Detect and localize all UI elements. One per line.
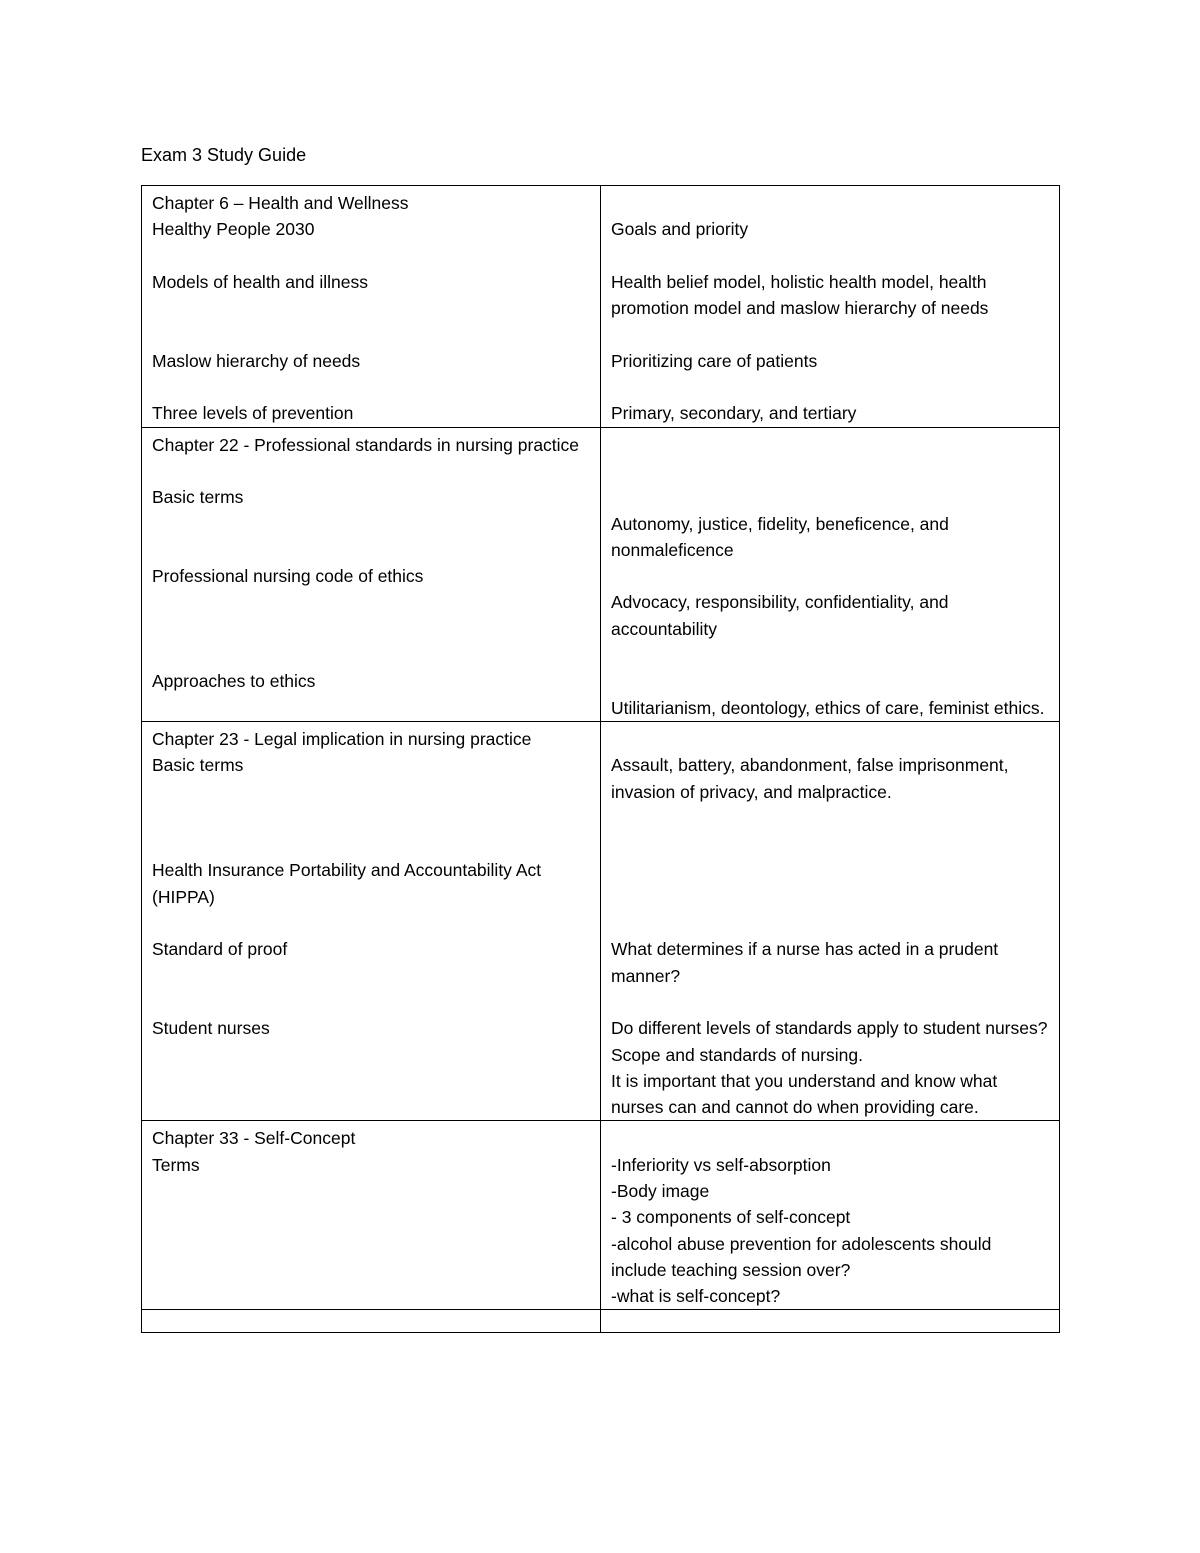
- detail-cell: [601, 1310, 1060, 1333]
- detail-line: -Inferiority vs self-absorption: [611, 1154, 831, 1175]
- detail-line: Utilitarianism, deontology, ethics of care, feminist ethics.: [611, 697, 1045, 718]
- topic-line: Models of health and illness: [152, 271, 368, 292]
- topic-line: [152, 989, 590, 1015]
- detail-line: [611, 642, 1049, 668]
- topic-line: Approaches to ethics: [152, 671, 316, 692]
- topic-line: [152, 779, 590, 805]
- table-row: [142, 721, 1060, 1120]
- topic-line: Healthy People 2030: [152, 219, 315, 240]
- topic-line: [152, 805, 590, 831]
- topic-line: Maslow hierarchy of needs: [152, 350, 361, 371]
- study-guide-table: [141, 185, 1060, 1333]
- topic-line: Three levels of prevention: [152, 403, 354, 424]
- topic-line: Student nurses: [152, 1018, 270, 1039]
- detail-line: [611, 668, 1049, 694]
- detail-line: [611, 432, 1049, 458]
- topic-line: Chapter 23 - Legal implication in nursing practice: [152, 728, 532, 749]
- topic-line: [152, 642, 590, 668]
- topic-line: [152, 295, 590, 321]
- study-guide-body: [142, 186, 1060, 1333]
- detail-line: Health belief model, holistic health model, health promotion model and maslow hierarchy of needs: [611, 271, 989, 319]
- detail-line: [611, 910, 1049, 936]
- topic-line: [152, 511, 590, 537]
- topic-line: Chapter 22 - Professional standards in nursing practice: [152, 434, 580, 455]
- detail-cell: [601, 186, 1060, 428]
- detail-line: Goals and priority: [611, 219, 749, 240]
- detail-line: [611, 563, 1049, 589]
- topic-cell: [142, 427, 601, 721]
- detail-line: [611, 857, 1049, 883]
- detail-line: [611, 726, 1049, 752]
- detail-line: Advocacy, responsibility, confidentiality, and accountability: [611, 592, 949, 639]
- detail-cell: [601, 427, 1060, 721]
- document-title: Exam 3 Study Guide: [141, 145, 307, 165]
- topic-cell: [142, 721, 601, 1120]
- detail-line: [611, 989, 1049, 1015]
- detail-cell: [601, 721, 1060, 1120]
- table-row: [142, 1121, 1060, 1310]
- table-row: [142, 186, 1060, 428]
- table-row: [142, 427, 1060, 721]
- topic-line: [152, 458, 590, 484]
- detail-line: [611, 831, 1049, 857]
- detail-cell: [601, 1121, 1060, 1310]
- detail-line: [611, 884, 1049, 910]
- topic-line: [152, 243, 590, 269]
- detail-line: Primary, secondary, and tertiary: [611, 403, 857, 424]
- detail-line: Prioritizing care of patients: [611, 350, 818, 371]
- topic-line: Terms: [152, 1154, 200, 1175]
- detail-line: [611, 374, 1049, 400]
- topic-line: [152, 537, 590, 563]
- topic-line: Standard of proof: [152, 939, 288, 960]
- detail-line: [611, 243, 1049, 269]
- topic-line: Health Insurance Portability and Accountability Act (HIPPA): [152, 860, 542, 907]
- detail-line: Autonomy, justice, fidelity, beneficence, and nonmaleficence: [611, 513, 949, 560]
- detail-line: It is important that you understand and know what nurses can and cannot do when providing care.: [611, 1070, 998, 1118]
- detail-line: - 3 components of self-concept: [611, 1207, 851, 1228]
- topic-line: [152, 963, 590, 989]
- topic-line: Chapter 6 – Health and Wellness: [152, 193, 409, 213]
- detail-line: -alcohol abuse prevention for adolescents should include teaching session over?: [611, 1233, 992, 1280]
- topic-line: [152, 910, 590, 936]
- table-row: [142, 1310, 1060, 1333]
- topic-cell: [142, 1121, 601, 1310]
- topic-line: [152, 374, 590, 400]
- detail-line: -what is self-concept?: [611, 1286, 781, 1307]
- detail-line: -Body image: [611, 1180, 710, 1201]
- detail-line: [611, 458, 1049, 484]
- detail-line: Scope and standards of nursing.: [611, 1044, 863, 1065]
- topic-line: [152, 831, 590, 857]
- topic-line: [152, 589, 590, 615]
- topic-cell: [142, 1310, 601, 1333]
- detail-line: [611, 190, 1049, 216]
- detail-line: [611, 805, 1049, 831]
- topic-line: Chapter 33 - Self-Concept: [152, 1128, 356, 1149]
- topic-cell: [142, 186, 601, 428]
- detail-line: [611, 1125, 1049, 1151]
- topic-line: Professional nursing code of ethics: [152, 566, 424, 587]
- detail-line: [611, 321, 1049, 347]
- detail-line: [611, 484, 1049, 510]
- detail-line: Do different levels of standards apply to student nurses?: [611, 1018, 1048, 1039]
- topic-line: [152, 321, 590, 347]
- detail-line: Assault, battery, abandonment, false imprisonment, invasion of privacy, and malpractice.: [611, 755, 1009, 802]
- topic-line: [152, 616, 590, 642]
- detail-line: What determines if a nurse has acted in a prudent manner?: [611, 939, 999, 986]
- topic-line: Basic terms: [152, 487, 244, 508]
- topic-line: Basic terms: [152, 755, 244, 776]
